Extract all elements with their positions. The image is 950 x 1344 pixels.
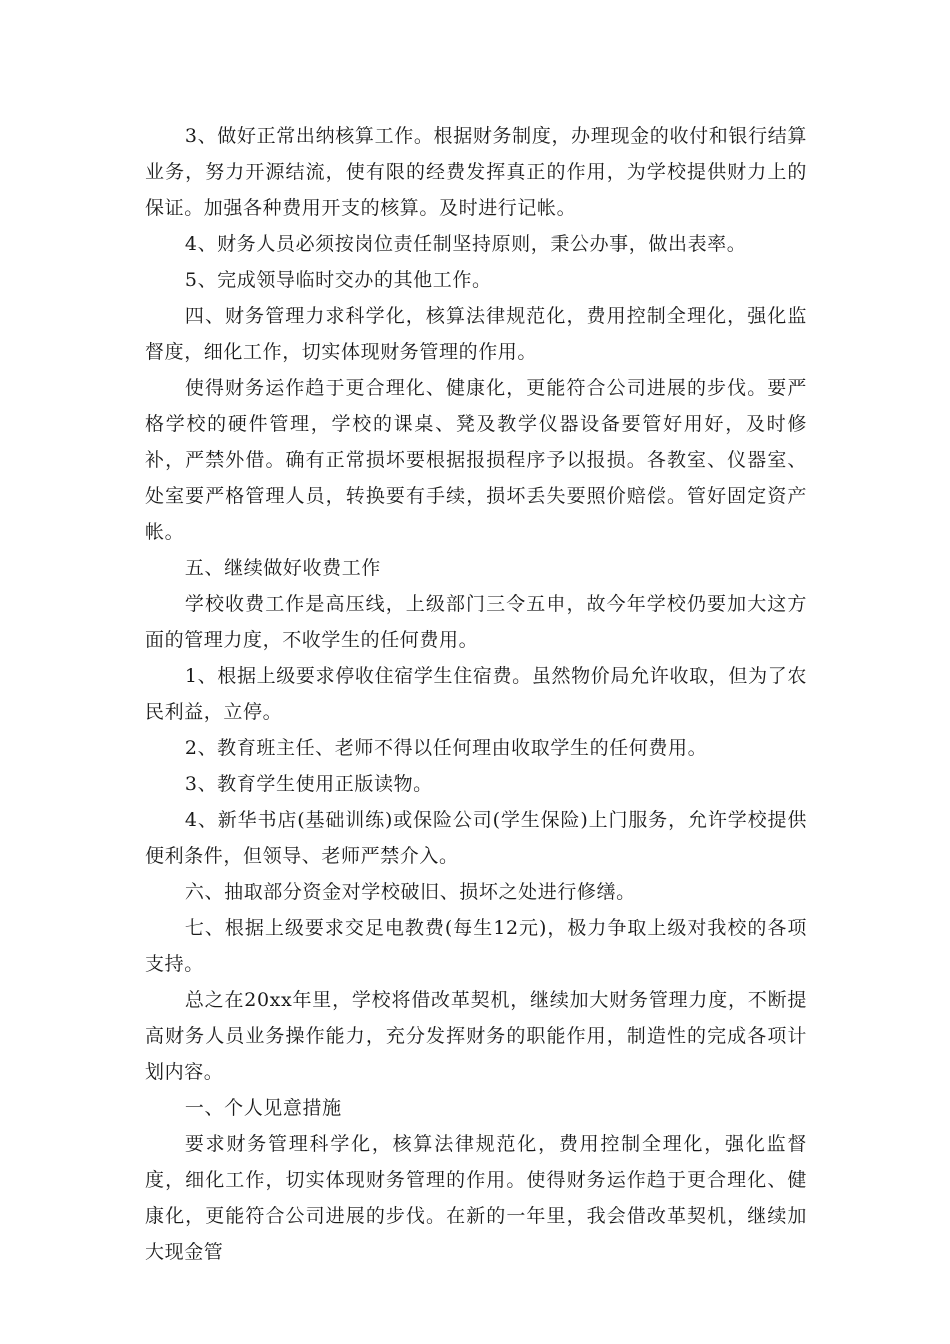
paragraph: 5、完成领导临时交办的其他工作。 [184, 269, 492, 291]
paragraph: 使得财务运作趋于更合理化、健康化，更能符合公司进展的步伐。要严格学校的硬件管理，学校的课桌、凳及教学仪器设备要管好用好，及时修补，严禁外借。确有正常损坏要根据报损程序予以报损。各教室、仪器室、处室要严格管理人员，转换要有手续，损坏丢失要照价赔偿。管好固定资产帐。 [145, 377, 807, 543]
section-heading: 一、个人见意措施 [184, 1097, 342, 1119]
section-heading: 五、继续做好收费工作 [184, 557, 381, 579]
paragraph: 4、财务人员必须按岗位责任制坚持原则，秉公办事，做出表率。 [184, 233, 747, 255]
paragraph: 总之在20xx年里，学校将借改革契机，继续加大财务管理力度，不断提高财务人员业务操作能力，充分发挥财务的职能作用，制造性的完成各项计划内容。 [145, 989, 807, 1083]
section-heading: 七、根据上级要求交足电教费(每生12元)，极力争取上级对我校的各项支持。 [145, 917, 807, 975]
paragraph: 要求财务管理科学化，核算法律规范化，费用控制全理化，强化监督度，细化工作，切实体现财务管理的作用。使得财务运作趋于更合理化、健康化，更能符合公司进展的步伐。在新的一年里，我会借改革契机，继续加大现金管 [145, 1133, 807, 1263]
paragraph: 4、新华书店(基础训练)或保险公司(学生保险)上门服务，允许学校提供便利条件，但领导、老师严禁介入。 [145, 809, 807, 867]
paragraph: 学校收费工作是高压线，上级部门三令五申，故今年学校仍要加大这方面的管理力度，不收学生的任何费用。 [145, 593, 807, 651]
document-page [145, 118, 807, 1270]
section-heading: 六、抽取部分资金对学校破旧、损坏之处进行修缮。 [184, 881, 636, 903]
paragraph: 1、根据上级要求停收住宿学生住宿费。虽然物价局允许收取，但为了农民利益，立停。 [145, 665, 807, 723]
paragraph: 3、做好正常出纳核算工作。根据财务制度，办理现金的收付和银行结算业务，努力开源结流，使有限的经费发挥真正的作用，为学校提供财力上的保证。加强各种费用开支的核算。及时进行记帐。 [145, 125, 807, 219]
section-heading: 四、财务管理力求科学化，核算法律规范化，费用控制全理化，强化监督度，细化工作，切实体现财务管理的作用。 [145, 305, 807, 363]
paragraph: 3、教育学生使用正版读物。 [184, 773, 433, 795]
paragraph: 2、教育班主任、老师不得以任何理由收取学生的任何费用。 [184, 737, 708, 759]
